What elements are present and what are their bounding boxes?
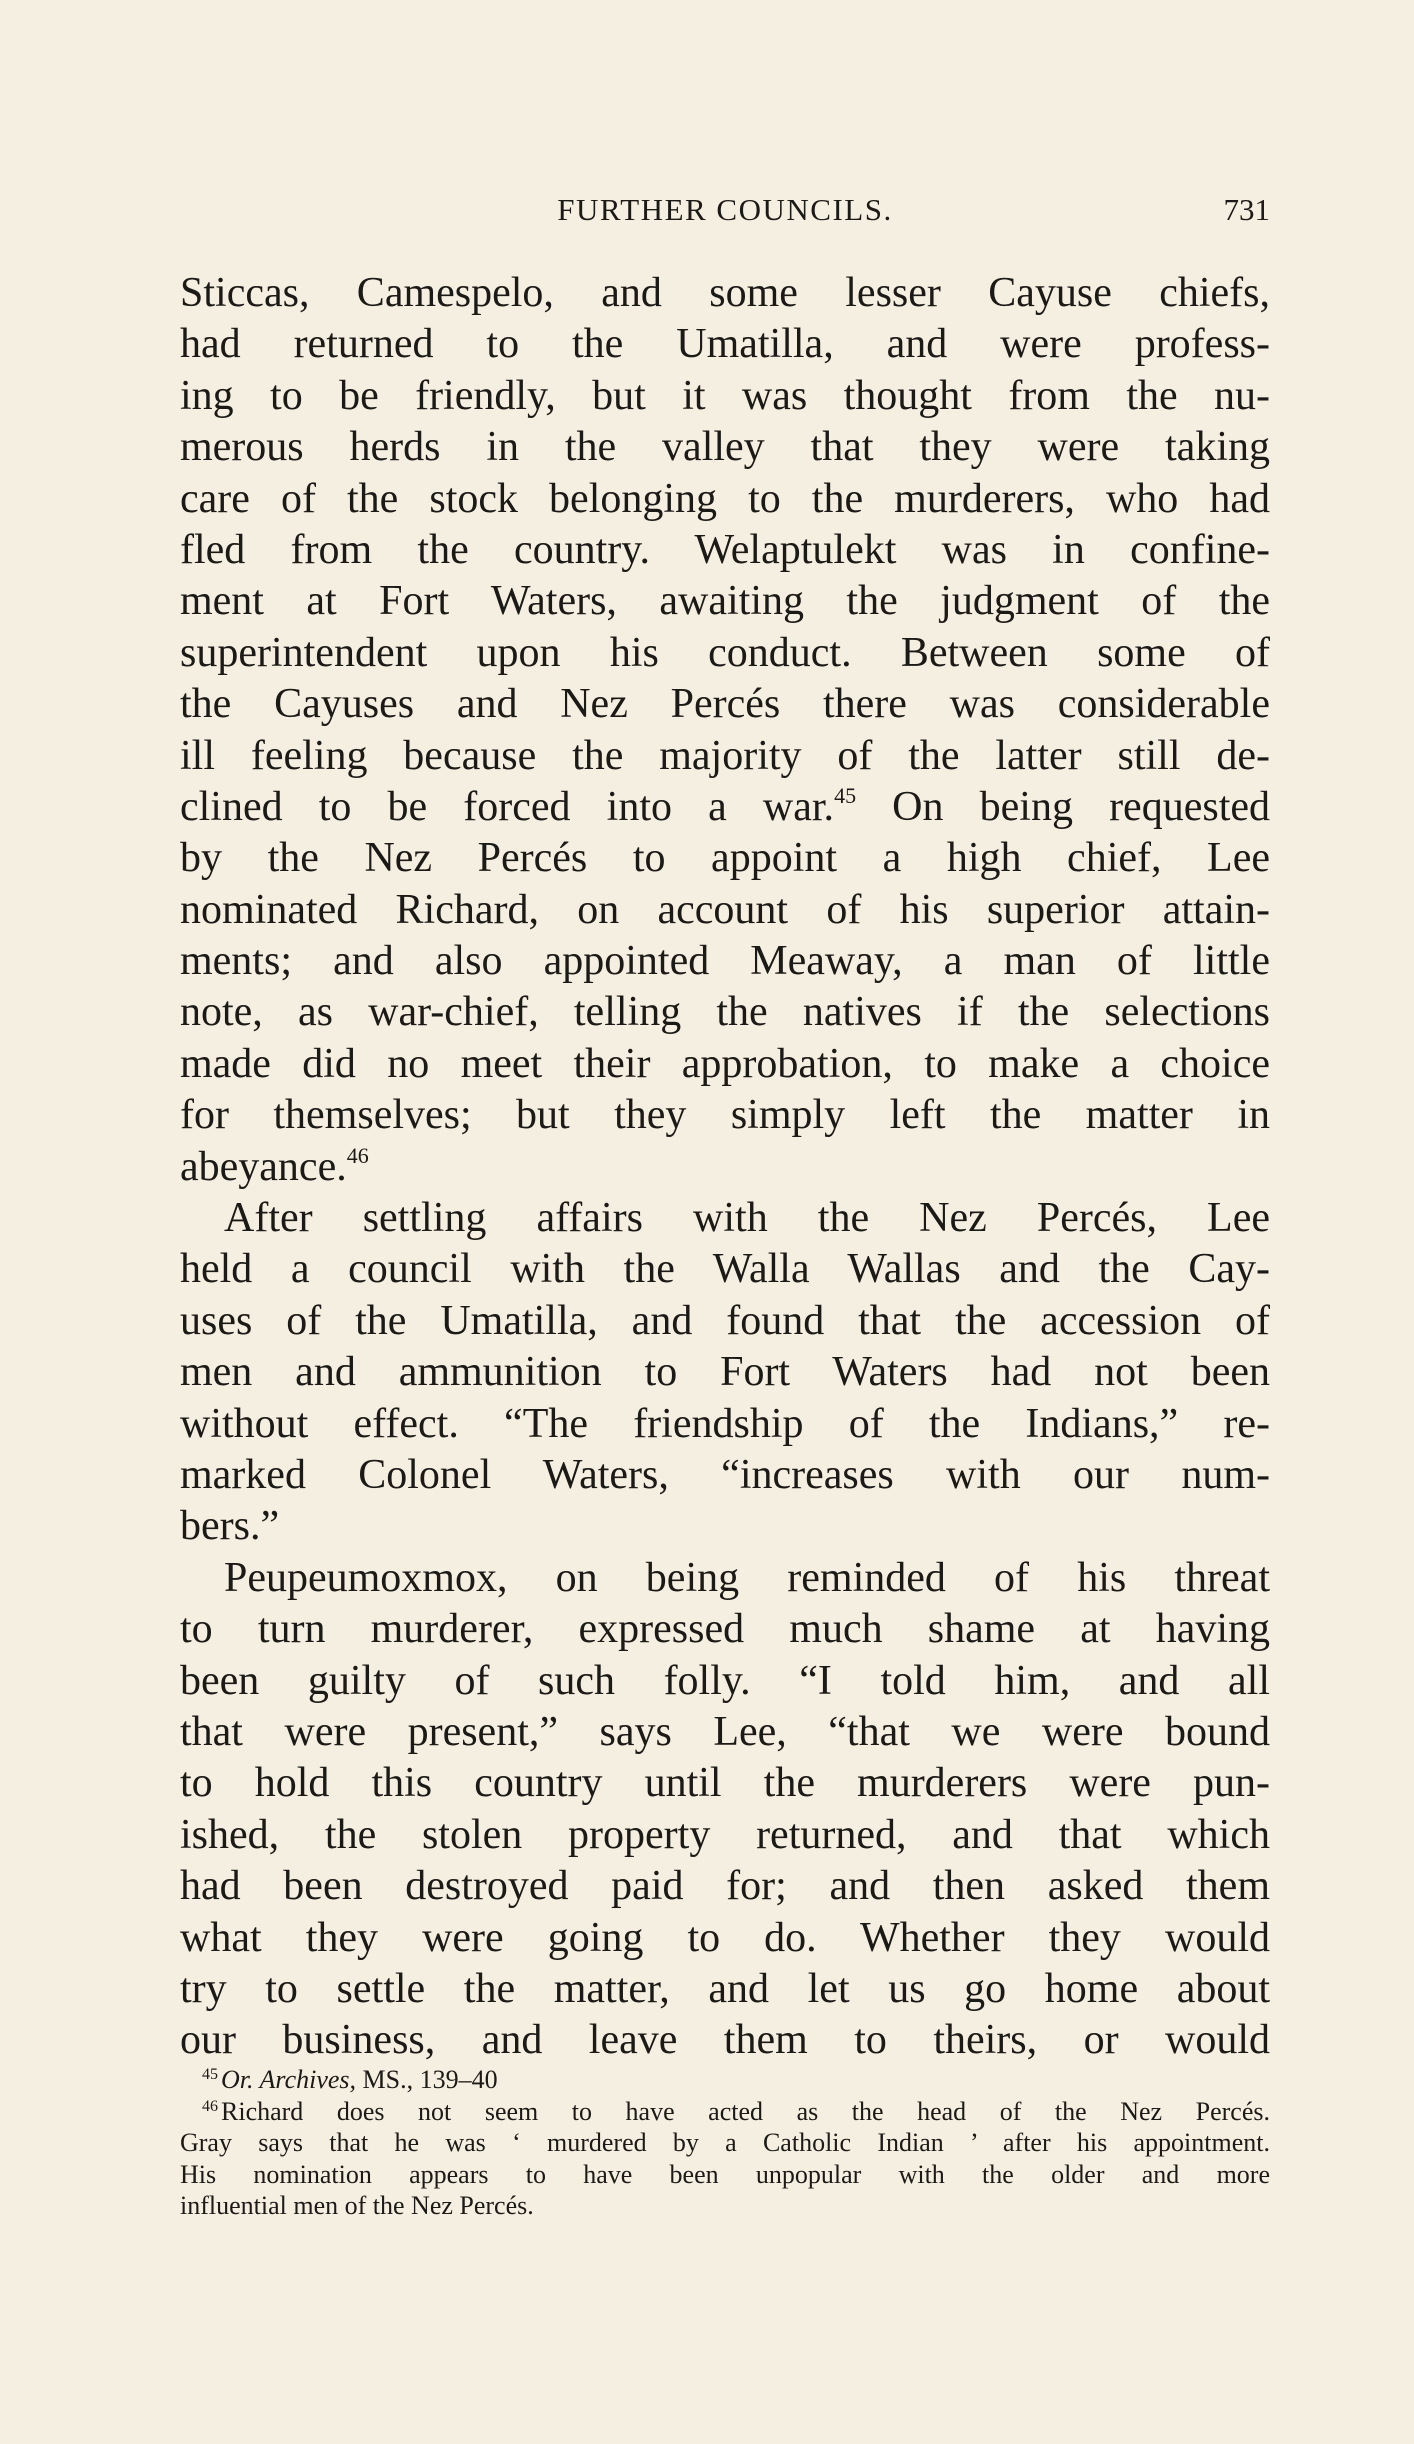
text-fragment: abeyance. (180, 1143, 347, 1190)
footnote-text-line: Gray says that he was ‘ murdered by a Catholic Indian ’ after his appointment. (180, 2128, 1270, 2157)
text-line: note, as war-chief, telling the natives if the selections (180, 989, 1270, 1036)
text-line: been guilty of such folly. “I told him, and all (180, 1657, 1270, 1704)
footnote-marker: 46 (202, 2097, 218, 2115)
text-line: made did no meet their approbation, to make a choice (180, 1040, 1270, 1087)
text-line: Peupeumoxmox, on being reminded of his threat (224, 1554, 1270, 1601)
page-number: 731 (1223, 192, 1270, 227)
footnote-text: MS., 139–40 (356, 2065, 498, 2094)
text-line: merous herds in the valley that they were taking (180, 424, 1270, 471)
text-line: our business, and leave them to theirs, or would (180, 2017, 1270, 2064)
footnote-text-line: influential men of the Nez Percés. (180, 2191, 534, 2220)
text-line (180, 1142, 1270, 1193)
text-line: uses of the Umatilla, and found that the accession of (180, 1297, 1270, 1344)
text-line: to turn murderer, expressed much shame at having (180, 1606, 1270, 1653)
footnote-45 (180, 2064, 1270, 2096)
text-line: men and ammunition to Fort Waters had not been (180, 1349, 1270, 1396)
footnote-text: Richard does not seem to have acted as the head of the Nez Percés. (221, 2096, 1270, 2126)
text-line: without effect. “The friendship of the Indians,” re- (180, 1400, 1270, 1447)
running-head (180, 188, 1270, 232)
footnote-46 (180, 2096, 1270, 2128)
body-text (180, 268, 1270, 2067)
text-line: ing to be friendly, but it was thought from the nu- (180, 372, 1270, 419)
text-line: try to settle the matter, and let us go home about (180, 1965, 1270, 2012)
text-fragment: On being requested (856, 783, 1270, 830)
footnote-ref-45: 45 (834, 782, 857, 808)
text-line: superintendent upon his conduct. Between some of (180, 629, 1270, 676)
text-line: care of the stock belonging to the murderers, who had (180, 475, 1270, 522)
text-line: ill feeling because the majority of the latter still de- (180, 732, 1270, 779)
footnote-ref-46: 46 (346, 1142, 369, 1168)
text-line: ment at Fort Waters, awaiting the judgment of the (180, 578, 1270, 625)
text-line: ished, the stolen property returned, and that which (180, 1811, 1270, 1858)
text-line: After settling affairs with the Nez Percés, Lee (224, 1195, 1270, 1242)
text-line: held a council with the Walla Wallas and the Cay- (180, 1246, 1270, 1293)
text-line: to hold this country until the murderers were pun- (180, 1760, 1270, 1807)
text-line: marked Colonel Waters, “increases with our num- (180, 1451, 1270, 1498)
text-line: had been destroyed paid for; and then asked them (180, 1863, 1270, 1910)
footnote-marker: 45 (202, 2066, 218, 2083)
text-line: had returned to the Umatilla, and were profess- (180, 321, 1270, 368)
footnotes (180, 2064, 1270, 2222)
text-line: the Cayuses and Nez Percés there was considerable (180, 681, 1270, 728)
text-line: Sticcas, Camespelo, and some lesser Cayuse chiefs, (180, 270, 1270, 316)
text-line: fled from the country. Welaptulekt was in confine- (180, 526, 1270, 573)
text-line: that were present,” says Lee, “that we were bound (180, 1708, 1270, 1755)
text-line: by the Nez Percés to appoint a high chief, Lee (180, 835, 1270, 882)
footnote-source-title: Or. Archives, (221, 2065, 357, 2094)
text-line: nominated Richard, on account of his superior attain- (180, 886, 1270, 933)
text-fragment: clined to be forced into a war. (180, 783, 835, 830)
text-line: bers.” (180, 1503, 280, 1550)
chapter-running-title: FURTHER COUNCILS. (557, 192, 893, 227)
text-line: ments; and also appointed Meaway, a man of little (180, 938, 1270, 985)
footnote-text-line: His nomination appears to have been unpopular with the older and more (180, 2159, 1270, 2189)
text-line (180, 782, 1270, 833)
text-line: what they were going to do. Whether they would (180, 1914, 1270, 1961)
text-line: for themselves; but they simply left the matter in (180, 1092, 1270, 1139)
